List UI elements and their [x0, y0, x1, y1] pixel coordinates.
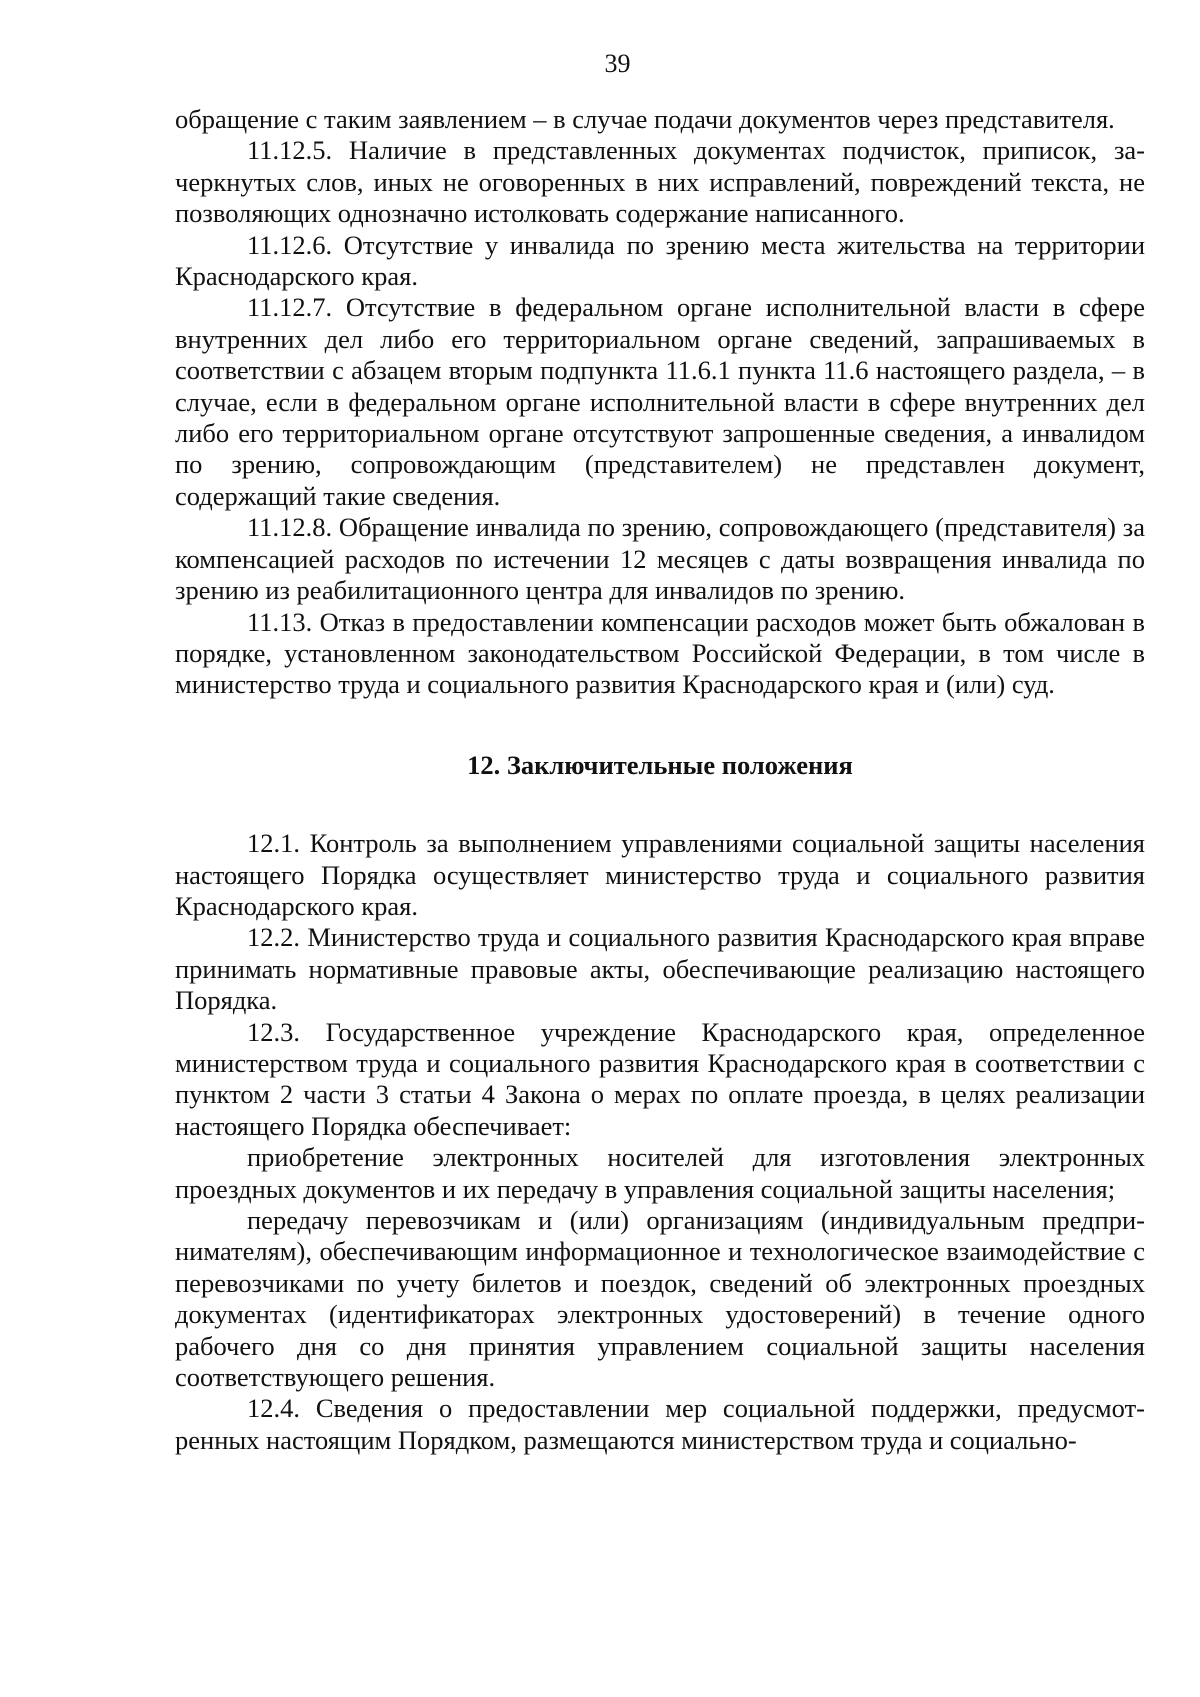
paragraph-11-12-6: 11.12.6. Отсутствие у инвалида по зрению места жительства на территории Краснодарского края. [175, 229, 1145, 292]
paragraph-12-3: 12.3. Государственное учреждение Краснодарского края, определенное министерством труда и социального развития Краснодарского края в соответствии с пунктом 2 части 3 статьи 4 Закона о мерах по оплате проезда, в целях реализации настоящего Порядка обеспечивает: [175, 1016, 1145, 1141]
paragraph-12-2: 12.2. Министерство труда и социального развития Краснодарского края вправе принимать нормативные правовые акты, обеспечивающие реализацию настоящего Порядка. [175, 922, 1145, 1016]
paragraph-12-3-item-2: передачу перевозчикам и (или) организациям (индивидуальным предпринимателям), обеспечивающим информационное и технологическое взаимодействие с перевозчиками по учету билетов и поездок, сведений об электронных проездных документах (идентификаторах электронных удостоверений) в течение одного рабочего дня со дня принятия управлением социальной защиты населения соответствующего решения. [175, 1205, 1145, 1393]
paragraph-11-12-8: 11.12.8. Обращение инвалида по зрению, сопровождающего (представителя) за компенсацией расходов по истечении 12 месяцев с даты возвращения инвалида по зрению из реабилитационного центра для инвалидов по зрению. [175, 512, 1145, 606]
paragraph-continuation: обращение с таким заявлением – в случае подачи документов через представителя. [175, 104, 1115, 134]
page-number: 39 [604, 49, 631, 78]
paragraph-11-12-5: 11.12.5. Наличие в представленных документах подчисток, приписок, зачеркнутых слов, иных не оговоренных в них исправлений, повреждений текста, не позволяющих однозначно истолковать содержание написанного. [175, 135, 1145, 229]
section-title: 12. Заключительные положения [467, 749, 853, 780]
paragraph-12-3-item-1: приобретение электронных носителей для изготовления электронных проездных документов и их передачу в управления социальной защиты населения; [175, 1142, 1145, 1204]
paragraph-12-4: 12.4. Сведения о предоставлении мер социальной поддержки, предусмотренных настоящим Порядком, размещаются министерством труда и социально- [175, 1393, 1145, 1455]
paragraph-11-13: 11.13. Отказ в предоставлении компенсации расходов может быть обжалован в порядке, установленном законодательством Российской Федерации, в том числе в министерство труда и социального развития Краснодарского края и (или) суд. [175, 606, 1145, 700]
paragraph-12-1: 12.1. Контроль за выполнением управлениями социальной защиты населения настоящего Порядка осуществляет министерство труда и социального развития Краснодарского края. [175, 828, 1145, 921]
document-body [175, 104, 1145, 1456]
paragraph-11-12-7: 11.12.7. Отсутствие в федеральном органе исполнительной власти в сфере внутренних дел либо его территориальном органе сведений, запрашиваемых в соответствии с абзацем вторым подпункта 11.6.1 пункта 11.6 настоящего раздела, – в случае, если в федеральном органе исполнительной власти в сфере внутренних дел либо его территориальном органе отсутствуют запрошенные сведения, а инвалидом по зрению, сопровождающим (представителем) не представлен документ, содержащий такие сведения. [175, 292, 1145, 511]
